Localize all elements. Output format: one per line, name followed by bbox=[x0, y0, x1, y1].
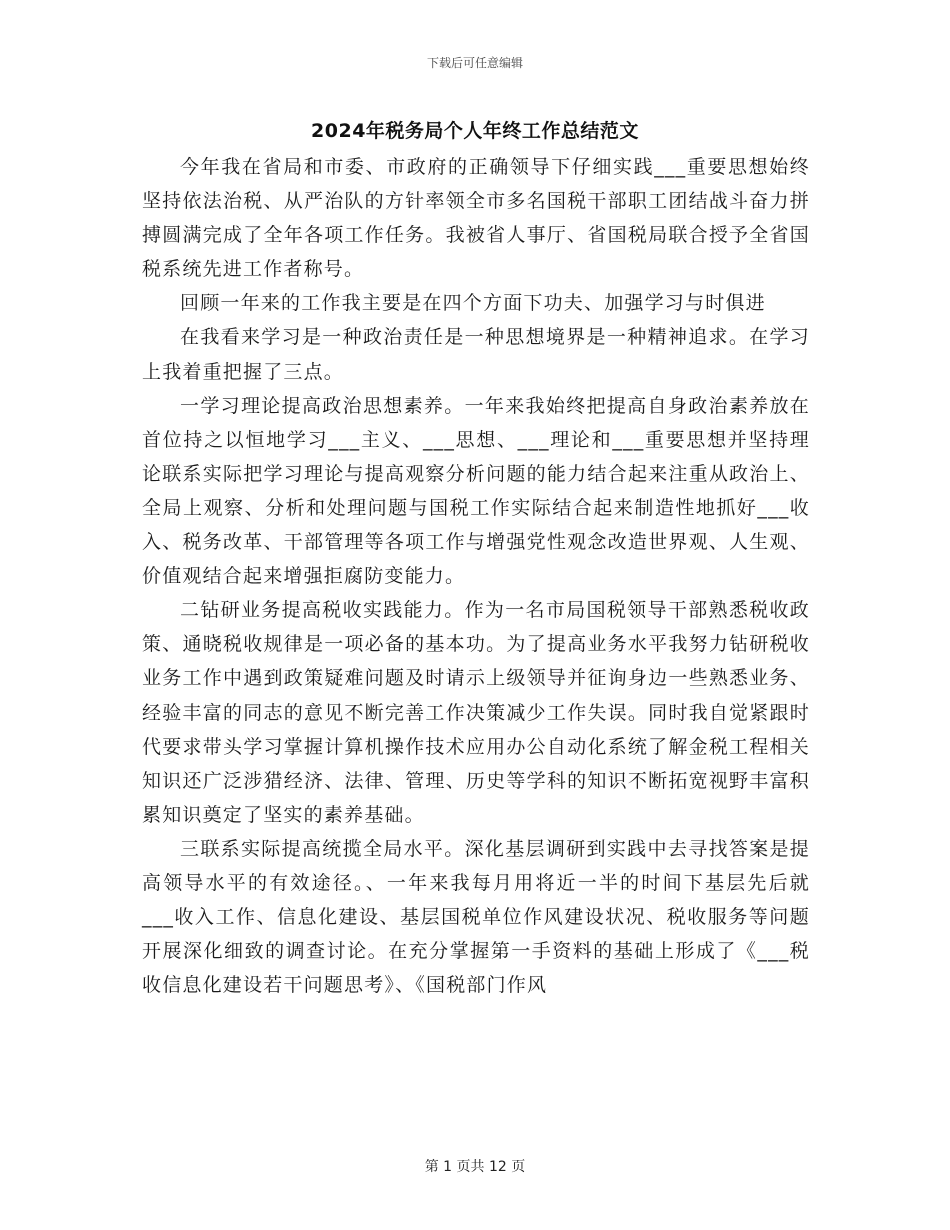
paragraph: 回顾一年来的工作我主要是在四个方面下功夫、加强学习与时俱进 bbox=[180, 292, 766, 315]
paragraph: 一学习理论提高政治思想素养。一年来我始终把提高自身政治素养放在首位持之以恒地学习___主义、___思想、___理论和___重要思想并坚持理论联系实际把学习理论与提高观察分析问题的能力结合起来注重从政治上、全局上观察、分析和处理问题与国税工作实际结合起来制造性地抓好___收入、税务改革、干部管理等各项工作与增强党性观念改造世界观、人生观、价值观结合起来增强拒腐防变能力。 bbox=[142, 394, 810, 588]
paragraph: 在我看来学习是一种政治责任是一种思想境界是一种精神追求。在学习上我着重把握了三点。 bbox=[142, 326, 810, 383]
document-body bbox=[142, 150, 810, 1002]
paragraph: 二钻研业务提高税收实践能力。作为一名市局国税领导干部熟悉税收政策、通晓税收规律是一项必备的基本功。为了提高业务水平我努力钻研税收业务工作中遇到政策疑难问题及时请示上级领导并征询身边一些熟悉业务、经验丰富的同志的意见不断完善工作决策减少工作失误。同时我自觉紧跟时代要求带头学习掌握计算机操作技术应用办公自动化系统了解金税工程相关知识还广泛涉猎经济、法律、管理、历史等学科的知识不断拓宽视野丰富积累知识奠定了坚实的素养基础。 bbox=[142, 599, 810, 826]
page-number-footer: 第 1 页共 12 页 bbox=[424, 1159, 526, 1175]
document-title: 2024年税务局个人年终工作总结范文 bbox=[311, 120, 639, 142]
paragraph: 今年我在省局和市委、市政府的正确领导下仔细实践___重要思想始终坚持依法治税、从严治队的方针率领全市多名国税干部职工团结战斗奋力拼搏圆满完成了全年各项工作任务。我被省人事厅、省国税局联合授予全省国税系统先进工作者称号。 bbox=[142, 156, 810, 281]
header-note: 下载后可任意编辑 bbox=[426, 56, 523, 70]
paragraph: 三联系实际提高统揽全局水平。深化基层调研到实践中去寻找答案是提高领导水平的有效途径。、一年来我每月用将近一半的时间下基层先后就___收入工作、信息化建设、基层国税单位作风建设状况、税收服务等问题开展深化细致的调查讨论。在充分掌握第一手资料的基础上形成了《___税收信息化建设若干问题思考》、《国税部门作风 bbox=[142, 837, 810, 997]
